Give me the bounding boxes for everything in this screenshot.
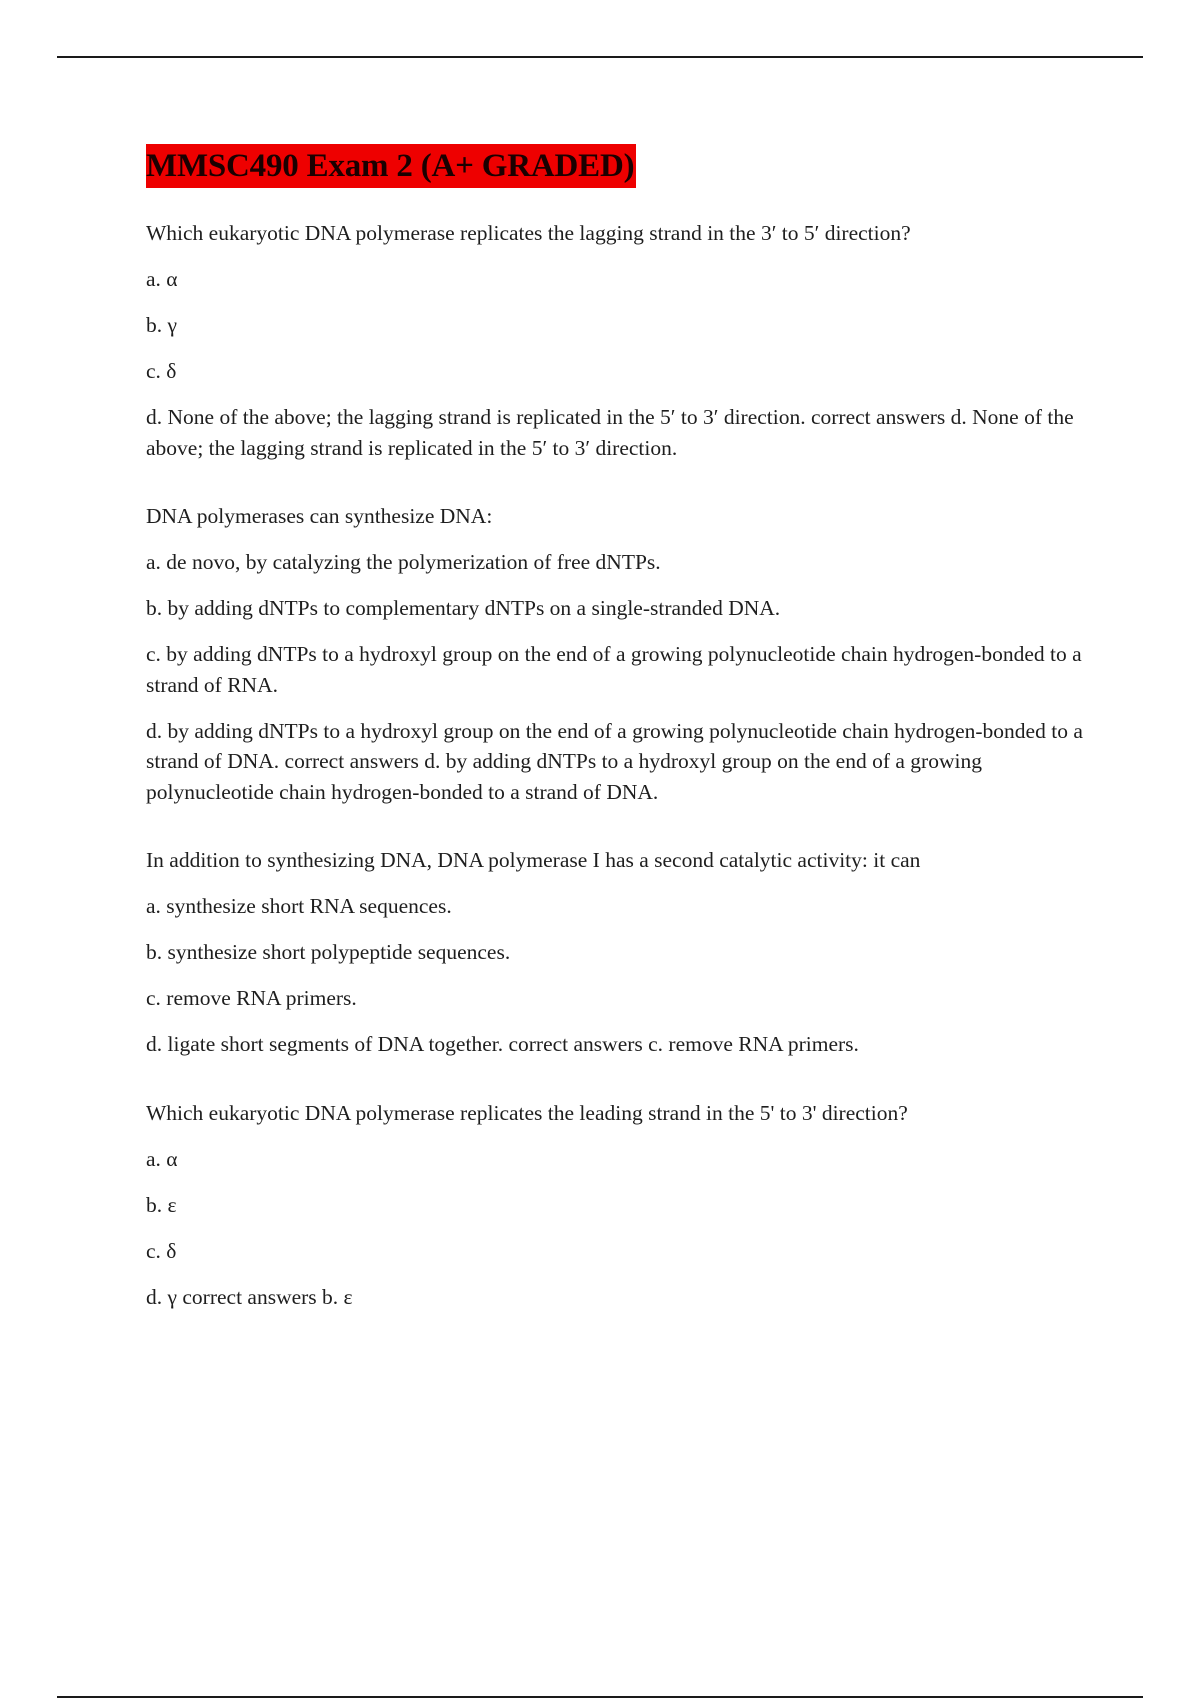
answer-option: a. α (146, 1146, 178, 1171)
question-3 (146, 845, 1106, 1060)
question-text: Which eukaryotic DNA polymerase replicates the leading strand in the 5' to 3' direction? (146, 1100, 908, 1125)
answer-option: c. by adding dNTPs to a hydroxyl group on the end of a growing polynucleotide chain hydrogen-bonded to a strand of RNA. (146, 642, 1082, 697)
footer-rule (57, 1696, 1143, 1698)
answer-option: b. synthesize short polypeptide sequences. (146, 940, 511, 964)
answer-option: a. de novo, by catalyzing the polymerization of free dNTPs. (146, 550, 661, 574)
answer-option: d. by adding dNTPs to a hydroxyl group on the end of a growing polynucleotide chain hydrogen-bonded to a strand of DNA. correct answers d. by adding dNTPs to a hydroxyl group on the end of a growing polynucleotide chain hydrogen-bonded to a strand of DNA. (146, 718, 1083, 804)
answer-option: b. γ (146, 313, 178, 337)
question-text: DNA polymerases can synthesize DNA: (146, 504, 493, 528)
question-4 (146, 1098, 1106, 1313)
question-2 (146, 501, 1106, 807)
answer-option: a. synthesize short RNA sequences. (146, 894, 452, 918)
answer-option: d. ligate short segments of DNA together. correct answers c. remove RNA primers. (146, 1032, 859, 1056)
answer-option: c. remove RNA primers. (146, 986, 357, 1010)
answer-option: b. by adding dNTPs to complementary dNTPs on a single-stranded DNA. (146, 596, 781, 620)
document-title: MMSC490 Exam 2 (A+ GRADED) (146, 144, 636, 188)
answer-option: c. δ (146, 359, 177, 383)
answer-option: c. δ (146, 1238, 177, 1263)
question-text: Which eukaryotic DNA polymerase replicates the lagging strand in the 3′ to 5′ direction? (146, 221, 911, 245)
question-1 (146, 218, 1106, 463)
answer-option: a. α (146, 267, 178, 291)
header-rule (57, 56, 1143, 58)
answer-option: d. γ correct answers b. ε (146, 1284, 353, 1309)
answer-option: b. ε (146, 1192, 177, 1217)
question-text: In addition to synthesizing DNA, DNA polymerase I has a second catalytic activity: it can (146, 848, 921, 872)
answer-option: d. None of the above; the lagging strand is replicated in the 5′ to 3′ direction. correct answers d. None of the above; the lagging strand is replicated in the 5′ to 3′ direction. (146, 405, 1074, 460)
document-body (146, 144, 1106, 1312)
